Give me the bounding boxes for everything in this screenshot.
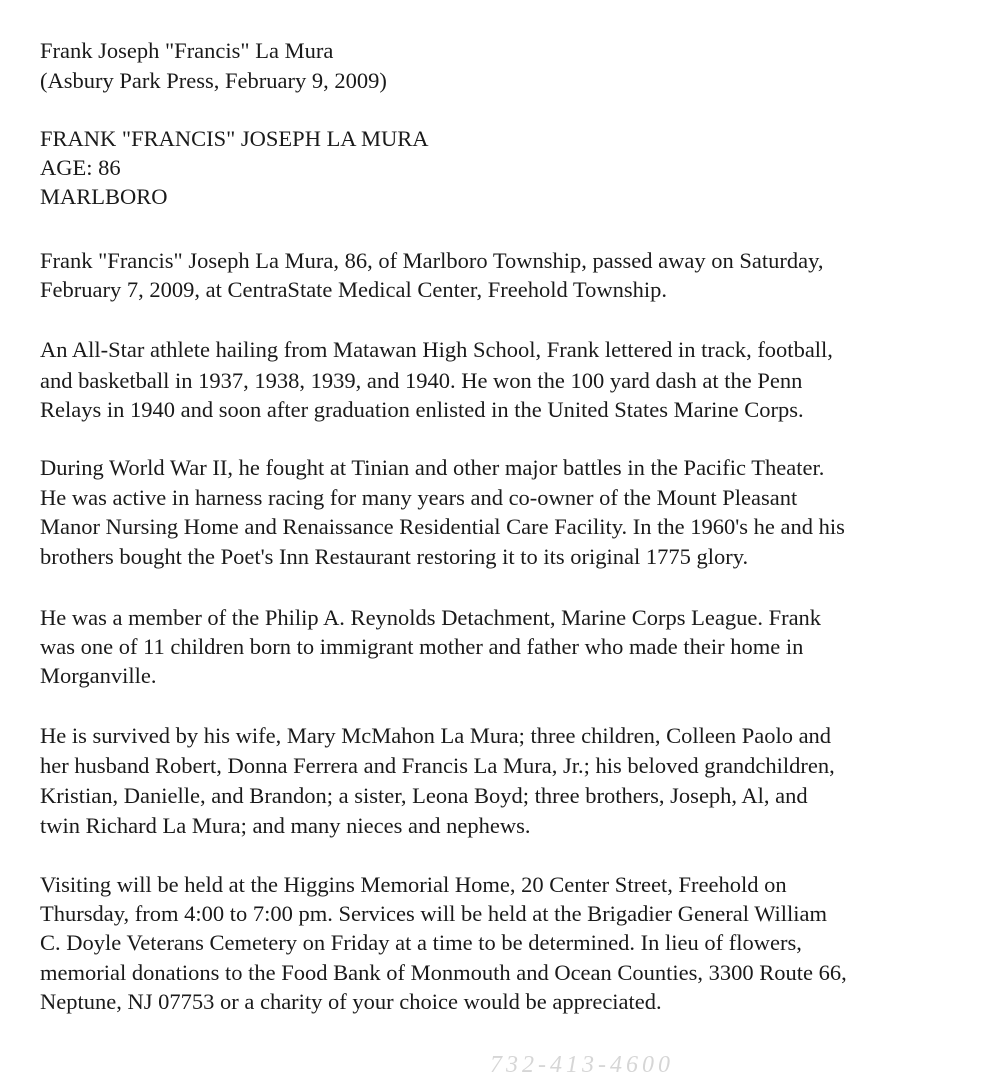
headline-age: AGE: 86 [40,155,121,180]
headline-name: FRANK "FRANCIS" JOSEPH LA MURA [40,126,429,151]
paragraph-line: Thursday, from 4:00 to 7:00 pm. Services will be held at the Brigadier General William [40,901,828,926]
paragraph-line: Neptune, NJ 07753 or a charity of your choice would be appreciated. [40,989,662,1014]
paragraph-line: Morganville. [40,663,157,688]
paragraph-line: was one of 11 children born to immigrant mother and father who made their home in [40,634,804,659]
header-title: Frank Joseph "Francis" La Mura [40,38,334,63]
paragraph-line: He was active in harness racing for many years and co-owner of the Mount Pleasant [40,485,798,510]
paragraph-line: Manor Nursing Home and Renaissance Residential Care Facility. In the 1960's he and his [40,514,845,539]
paragraph-line: Visiting will be held at the Higgins Memorial Home, 20 Center Street, Freehold on [40,872,787,897]
headline-town: MARLBORO [40,184,168,209]
paragraph-line: twin Richard La Mura; and many nieces and nephews. [40,813,531,838]
paragraph-line: He is survived by his wife, Mary McMahon La Mura; three children, Colleen Paolo and [40,723,832,748]
paragraph-line: An All-Star athlete hailing from Matawan High School, Frank lettered in track, football, [40,337,833,362]
paragraph-line: February 7, 2009, at CentraState Medical Center, Freehold Township. [40,277,667,302]
header-source: (Asbury Park Press, February 9, 2009) [40,68,387,93]
paragraph-line: brothers bought the Poet's Inn Restaurant restoring it to its original 1775 glory. [40,544,749,569]
paragraph-line: Frank "Francis" Joseph La Mura, 86, of Marlboro Township, passed away on Saturday, [40,248,824,273]
paragraph-line: her husband Robert, Donna Ferrera and Francis La Mura, Jr.; his beloved grandchildren, [40,753,835,778]
paragraph-line: and basketball in 1937, 1938, 1939, and 1940. He won the 100 yard dash at the Penn [40,368,803,393]
paragraph-line: memorial donations to the Food Bank of Monmouth and Ocean Counties, 3300 Route 66, [40,960,847,985]
paragraph-line: He was a member of the Philip A. Reynolds Detachment, Marine Corps League. Frank [40,605,822,630]
paragraph-line: C. Doyle Veterans Cemetery on Friday at a time to be determined. In lieu of flowers, [40,930,802,955]
paragraph-line: Relays in 1940 and soon after graduation enlisted in the United States Marine Corps. [40,397,804,422]
paragraph-line: During World War II, he fought at Tinian and other major battles in the Pacific Theater. [40,455,825,480]
handwritten-note: 732-413-4600 [490,1052,674,1078]
paragraph-line: Kristian, Danielle, and Brandon; a sister, Leona Boyd; three brothers, Joseph, Al, and [40,783,808,808]
